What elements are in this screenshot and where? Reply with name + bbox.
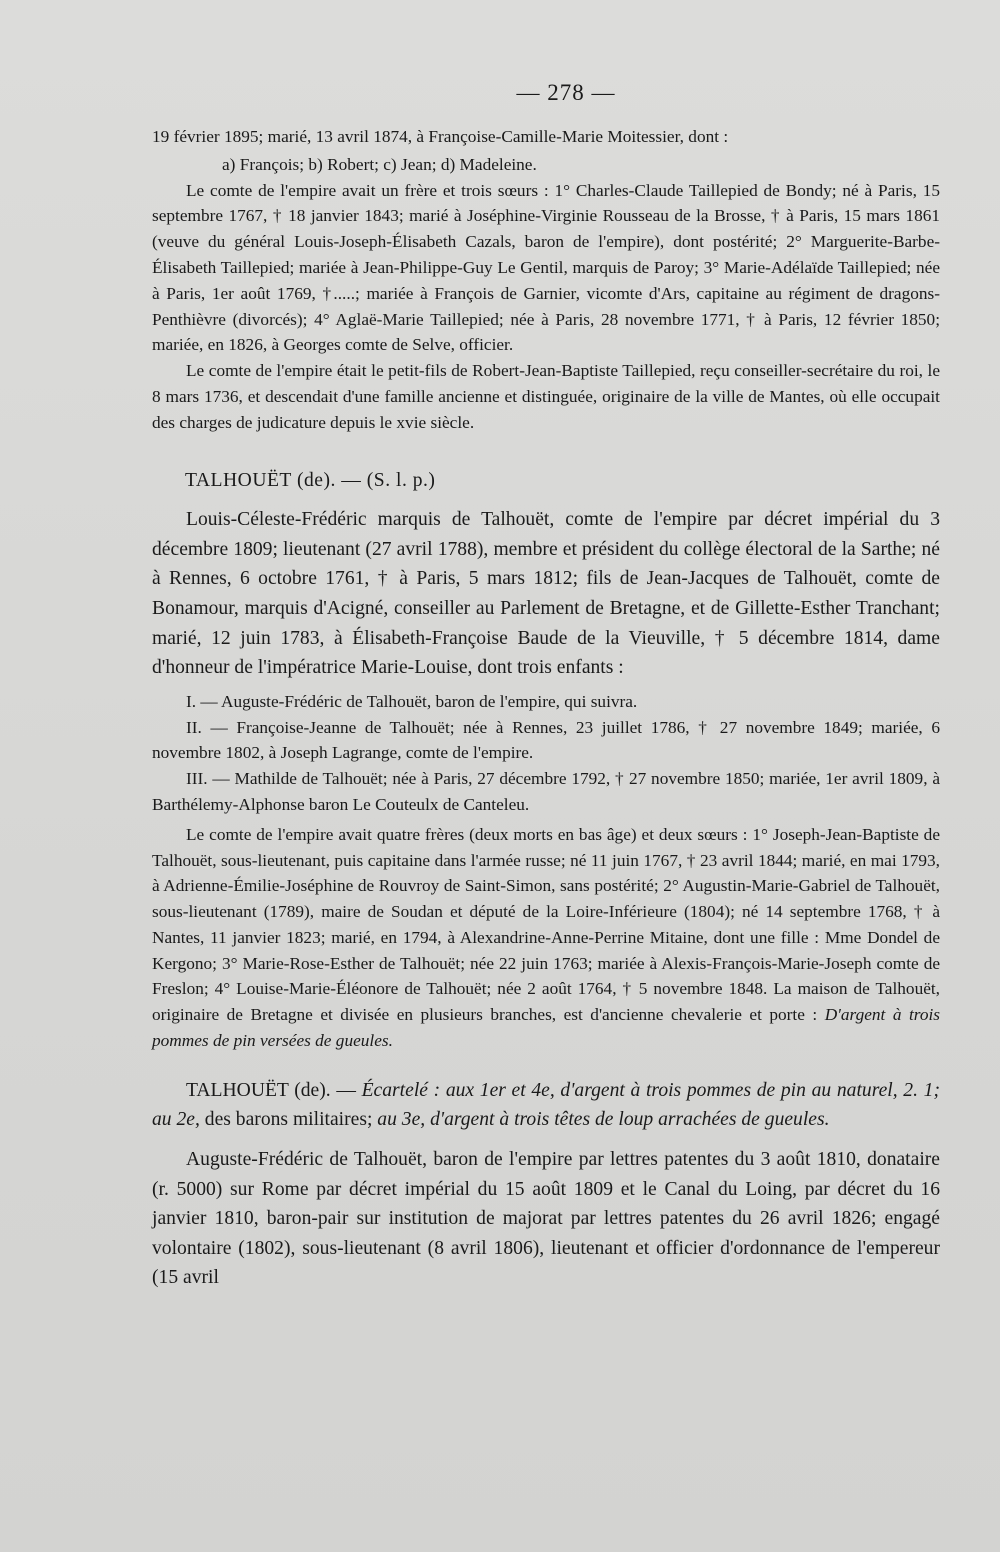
- arms-text: D'argent à trois pommes de pin versées de gueules.: [152, 1005, 941, 1051]
- section-taillepied: [152, 124, 940, 436]
- continuation-paragraph: 19 février 1895; marié, 13 avril 1874, à Françoise-Camille-Marie Moitessier, dont :: [152, 127, 729, 146]
- children-line: a) François; b) Robert; c) Jean; d) Madeleine.: [222, 154, 537, 174]
- brothers-paragraph: [152, 822, 940, 1054]
- section-talhouet-baron: [152, 1076, 940, 1293]
- siblings-paragraph: Le comte de l'empire avait un frère et trois sœurs : 1° Charles-Claude Taillepied de Bondy; né à Paris, 15 septembre 1767, † 18 janvier 1843; marié à Joséphine-Virginie Rousseau de la Brosse, † à Paris, 15 mars 1861 (veuve du général Louis-Joseph-Élisabeth Cazals, baron de l'empire), dont postérité; 2° Marguerite-Barbe-Élisabeth Taillepied; mariée à Jean-Philippe-Guy Le Gentil, marquis de Paroy; 3° Marie-Adélaïde Taillepied; née à Paris, 1er août 1769, †.....; mariée à François de Garnier, vicomte d'Ars, capitaine au régiment de dragons-Penthièvre (divorcés); 4° Aglaë-Marie Taillepied; née à Paris, 28 novembre 1771, † à Paris, 12 février 1850; mariée, en 1826, à Georges comte de Selve, officier.: [152, 180, 940, 355]
- arms-lead: TALHOUËT (de). —: [186, 1079, 362, 1101]
- brothers-text: Le comte de l'empire avait quatre frères (deux morts en bas âge) et deux sœurs : 1° Joseph-Jean-Baptiste de Talhouët, sous-lieutenant, puis capitaine dans l'armée russe; né 11 juin 1767, † 23 avril 1844; marié, en mai 1793, à Adrienne-Émilie-Joséphine de Rouvroy de Saint-Simon, sans postérité; 2° Augustin-Marie-Gabriel de Talhouët, sous-lieutenant (1789), maire de Soudan et député de la Loire-Inférieure (1804); né 14 septembre 1768, † à Nantes, 11 janvier 1823; marié, en 1794, à Alexandrine-Anne-Perrine Mitaine, dont une fille : Mme Dondel de Kergono; 3° Marie-Rose-Esther de Talhouët; née 22 juin 1763; mariée à Alexis-François-Marie-Joseph comte de Freslon; 4° Louise-Marie-Éléonore de Talhouët; née 2 août 1764, † 5 novembre 1848. La maison de Talhouët, originaire de Bretagne et divisée en plusieurs branches, est d'ancienne chevalerie et porte :: [152, 824, 940, 1025]
- arms-italic-1: Écartelé : aux 1er et 4e, d'argent à trois pommes de pin au naturel, 2. 1; au 2e,: [152, 1079, 940, 1131]
- list-item: III. — Mathilde de Talhouët; née à Paris, 27 décembre 1792, † 27 novembre 1850; mariée, 1er avril 1809, à Barthélemy-Alphonse baron Le Couteulx de Canteleu.: [152, 769, 940, 814]
- auguste-paragraph: Auguste-Frédéric de Talhouët, baron de l'empire par lettres patentes du 3 août 1810, donataire (r. 5000) sur Rome par décret impérial du 15 août 1809 et le Canal du Loing, par décret du 16 janvier 1810, baron-pair sur institution de majorat par lettres patentes du 26 avril 1826; engagé volontaire (1802), sous-lieutenant (8 avril 1806), lieutenant et officier d'ordonnance de l'empereur (15 avril: [152, 1149, 940, 1289]
- entry-title: TALHOUËT (de). — (S. l. p.): [185, 469, 436, 491]
- section-talhouet-marquis: [152, 466, 940, 683]
- arms-paragraph: [152, 1076, 940, 1135]
- main-paragraph: Louis-Céleste-Frédéric marquis de Talhouët, comte de l'empire par décret impérial du 3 décembre 1809; lieutenant (27 avril 1788), membre et président du collège électoral de la Sarthe; né à Rennes, 6 octobre 1761, † à Paris, 5 mars 1812; fils de Jean-Jacques de Talhouët, comte de Bonamour, marquis d'Acigné, conseiller au Parlement de Bretagne, et de Gillette-Esther Tranchant; marié, 12 juin 1783, à Élisabeth-Françoise Baude de la Vieuville, † 5 décembre 1814, dame d'honneur de l'impératrice Marie-Louise, dont trois enfants :: [152, 509, 940, 679]
- list-item: I. — Auguste-Frédéric de Talhouët, baron de l'empire, qui suivra.: [186, 691, 638, 711]
- arms-italic-2: au 3e, d'argent à trois têtes de loup arrachées de gueules.: [377, 1109, 830, 1131]
- origin-paragraph: Le comte de l'empire était le petit-fils de Robert-Jean-Baptiste Taillepied, reçu conseiller-secrétaire du roi, le 8 mars 1736, et descendait d'une famille ancienne et distinguée, originaire de la ville de Mantes, où elle occupait des charges de judicature depuis le xvie siècle.: [152, 361, 940, 432]
- children-list: [152, 689, 940, 818]
- page-number: — 278 —: [516, 80, 616, 105]
- arms-plain: des barons militaires;: [199, 1109, 378, 1131]
- list-item: II. — Françoise-Jeanne de Talhouët; née à Rennes, 23 juillet 1786, † 27 novembre 1849; mariée, 6 novembre 1802, à Joseph Lagrange, comte de l'empire.: [152, 717, 940, 763]
- section-brothers: [152, 822, 940, 1054]
